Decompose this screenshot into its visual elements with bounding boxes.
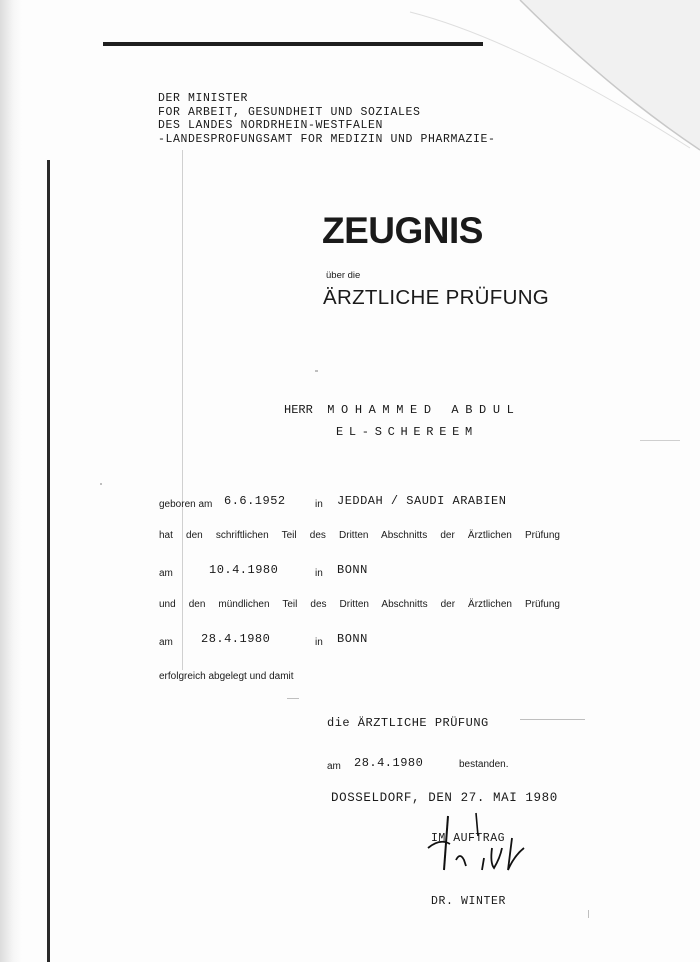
oral-exam-place: BONN	[337, 632, 368, 646]
authority-line: DES LANDES NORDRHEIN-WESTFALEN	[158, 119, 384, 132]
ueber-die-label: über die	[326, 270, 361, 281]
scan-shadow-left	[0, 0, 22, 962]
scan-speck	[315, 370, 318, 372]
birth-label: geboren am	[159, 499, 213, 510]
written-exam-date: 10.4.1980	[209, 563, 279, 577]
ink-mark	[287, 698, 299, 699]
birth-in-label: in	[315, 499, 323, 510]
authority-line: DER MINISTER	[158, 92, 249, 105]
birth-date: 6.6.1952	[224, 494, 286, 508]
scan-speck	[100, 483, 102, 485]
oral-am-label: am	[159, 637, 173, 648]
issuing-authority-block	[158, 92, 496, 146]
faint-fold-line	[182, 150, 183, 670]
im-auftrag-label: IM AUFTRAG	[431, 832, 506, 845]
given-names: MOHAMMED ABDUL	[327, 403, 521, 417]
certificate-subtitle: ÄRZTLICHE PRÜFUNG	[323, 286, 550, 309]
handwritten-signature	[420, 808, 540, 883]
written-in-label: in	[315, 568, 323, 579]
authority-line: -LANDESPROFUNGSAMT FOR MEDIZIN UND PHARMAZIE-	[158, 132, 496, 146]
oral-exam-statement: und den mündlichen Teil des Dritten Abschnitts der Ärztlichen Prüfung	[159, 599, 560, 610]
birth-place: JEDDAH / SAUDI ARABIEN	[337, 494, 507, 508]
left-margin-line	[47, 160, 50, 962]
scan-speck	[588, 910, 589, 918]
result-date: 28.4.1980	[354, 756, 424, 770]
passed-label: bestanden.	[459, 759, 509, 770]
ink-mark	[520, 719, 585, 720]
written-exam-place: BONN	[337, 563, 368, 577]
exam-name: die ÄRZTLICHE PRÜFUNG	[327, 716, 489, 730]
salutation: HERR	[284, 403, 313, 417]
oral-exam-date: 28.4.1980	[201, 632, 271, 646]
person-name-line-2: EL-SCHEREEM	[336, 425, 478, 439]
authority-line: FOR ARBEIT, GESUNDHEIT UND SOZIALES	[158, 105, 421, 119]
scan-speck	[640, 440, 680, 441]
person-name-line-1	[284, 403, 520, 417]
result-am-label: am	[327, 761, 341, 772]
certificate-title: ZEUGNIS	[322, 210, 483, 251]
result-statement: erfolgreich abgelegt und damit	[159, 671, 294, 682]
place-and-date: DOSSELDORF, DEN 27. MAI 1980	[331, 791, 558, 805]
signatory-name: DR. WINTER	[431, 895, 507, 908]
oral-in-label: in	[315, 637, 323, 648]
written-exam-statement: hat den schriftlichen Teil des Dritten Abschnitts der Ärztlichen Prüfung	[159, 530, 560, 541]
written-am-label: am	[159, 568, 173, 579]
